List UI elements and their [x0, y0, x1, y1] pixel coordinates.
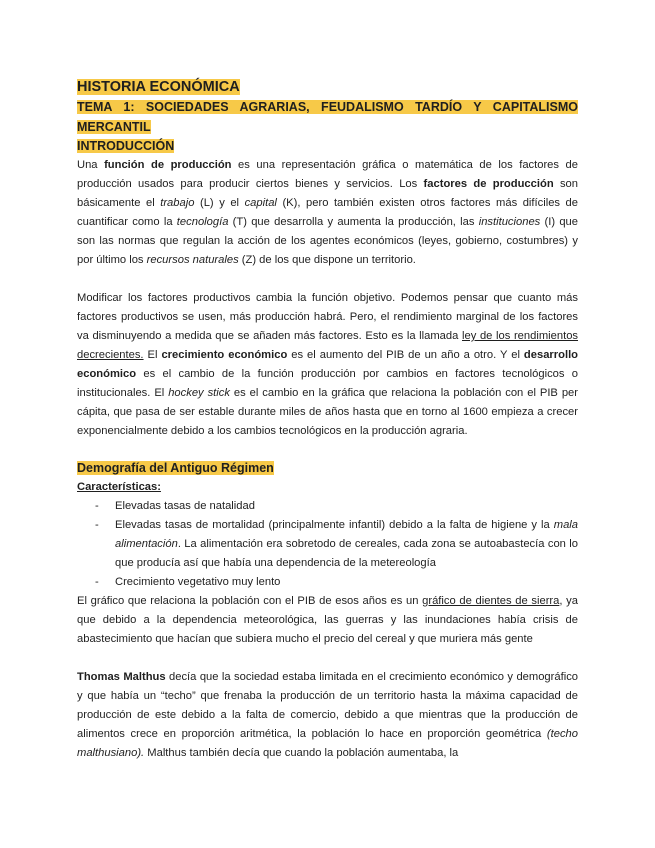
bold-term: función de producción — [104, 159, 232, 171]
intro-heading-text: INTRODUCCIÓN — [77, 139, 175, 153]
bold-term: Thomas Malthus — [77, 671, 166, 683]
bold-term: desarrollo económico — [77, 349, 579, 380]
spacer — [77, 441, 578, 459]
title-line — [77, 77, 578, 97]
text-run: (Z) de los que dispone un territorio. — [238, 254, 416, 266]
underlined-term: gráfico de dientes de sierra — [422, 595, 560, 607]
document-title: HISTORIA ECONÓMICA — [77, 79, 240, 95]
text-run: El gráfico que relaciona la población con el PIB de esos años es un — [77, 595, 423, 607]
bold-term: factores de producción — [423, 178, 554, 190]
text-run: es una representación gráfica o matemática de los factores de producción usados para producir ciertos bienes y servicios. Los — [77, 159, 578, 190]
list-item-text: Crecimiento vegetativo muy lento — [115, 576, 281, 588]
topic-heading-text: TEMA 1: SOCIEDADES AGRARIAS, FEUDALISMO TARDÍO Y CAPITALISMO MERCANTIL — [77, 100, 578, 134]
list-item — [77, 497, 578, 516]
text-run: , ya que debido a la dependencia meteorológica, las guerras y las inundaciones había crisis de abastecimiento que hacían que subiera mucho el precio del cereal y que muriera más gente — [77, 595, 578, 645]
features-list — [77, 497, 578, 592]
paragraph-malthus — [77, 668, 578, 763]
italic-term: tecnología — [176, 216, 229, 228]
list-item-text: . La alimentación era sobretodo de cereales, cada zona se autoabastecía con lo que producía así que había una dependencia de la metereología — [115, 538, 578, 569]
text-run: (I) que son las normas que regulan la acción de los agentes económicos (leyes, gobierno, costumbres) y por último los — [77, 216, 578, 266]
italic-term: instituciones — [478, 216, 541, 228]
italic-term: recursos naturales — [146, 254, 239, 266]
text-run: es el aumento del PIB de un año a otro. Y el — [287, 349, 524, 361]
italic-term: trabajo — [160, 197, 195, 209]
bold-term: crecimiento económico — [161, 349, 288, 361]
text-run: El — [143, 349, 162, 361]
paragraph-sawtooth — [77, 592, 578, 649]
list-item — [77, 516, 578, 573]
text-run: es el cambio en la gráfica que relaciona la población con el PIB per cápita, que pasa de ser estable durante miles de años hasta que en torno al 1600 empieza a crecer exponencialmente debido a los cambios tecnológicos en la producción agraria. — [77, 387, 578, 437]
list-item — [77, 573, 578, 592]
text-run: es el cambio de la función producción por cambios en factores tecnológicos o institucionales. El — [77, 368, 578, 399]
paragraph-production-function — [77, 156, 578, 270]
text-run: (T) que desarrolla y aumenta la producción, las — [228, 216, 479, 228]
list-item-text: Elevadas tasas de natalidad — [115, 500, 255, 512]
features-heading — [77, 478, 578, 497]
italic-term: hockey stick — [168, 387, 230, 399]
demography-heading-text: Demografía del Antiguo Régimen — [77, 461, 274, 475]
demography-heading — [77, 459, 578, 478]
text-run: Malthus también decía que cuando la población aumentaba, la — [144, 747, 459, 759]
spacer — [77, 270, 578, 289]
text-run: son básicamente el — [77, 178, 578, 209]
text-run: (L) y el — [194, 197, 245, 209]
text-run: (K), pero también existen otros factores más difíciles de cuantificar como la — [77, 197, 578, 228]
spacer — [77, 649, 578, 668]
italic-term: mala alimentación — [115, 519, 578, 550]
text-run: decía que la sociedad estaba limitada en el crecimiento económico y demográfico y que había un “techo” que frenaba la producción de un territorio hasta la máxima capacidad de producción de este debido a la falta de comercio, debido a que mientras que la producción de alimentos crece en proporción aritmética, la población lo hace en proporción geométrica — [77, 671, 579, 740]
intro-heading — [77, 137, 578, 156]
text-run: Una — [77, 159, 105, 171]
text-run: Modificar los factores productivos cambia la función objetivo. Podemos pensar que cuanto más factores productivos se usen, más producción habrá. Pero, el rendimiento marginal de los factores va disminuyendo a medida que se añaden más factores. Esto es la llamada — [77, 292, 578, 342]
paragraph-growth — [77, 289, 578, 441]
list-item-text: Elevadas tasas de mortalidad (principalmente infantil) debido a la falta de higiene y la — [115, 519, 554, 531]
italic-term: (techo malthusiano). — [77, 728, 578, 759]
italic-term: capital — [244, 197, 277, 209]
topic-heading — [77, 97, 578, 137]
document-content — [77, 77, 578, 763]
features-heading-text: Características: — [77, 481, 161, 493]
underlined-term: ley de los rendimientos decrecientes. — [77, 330, 579, 361]
